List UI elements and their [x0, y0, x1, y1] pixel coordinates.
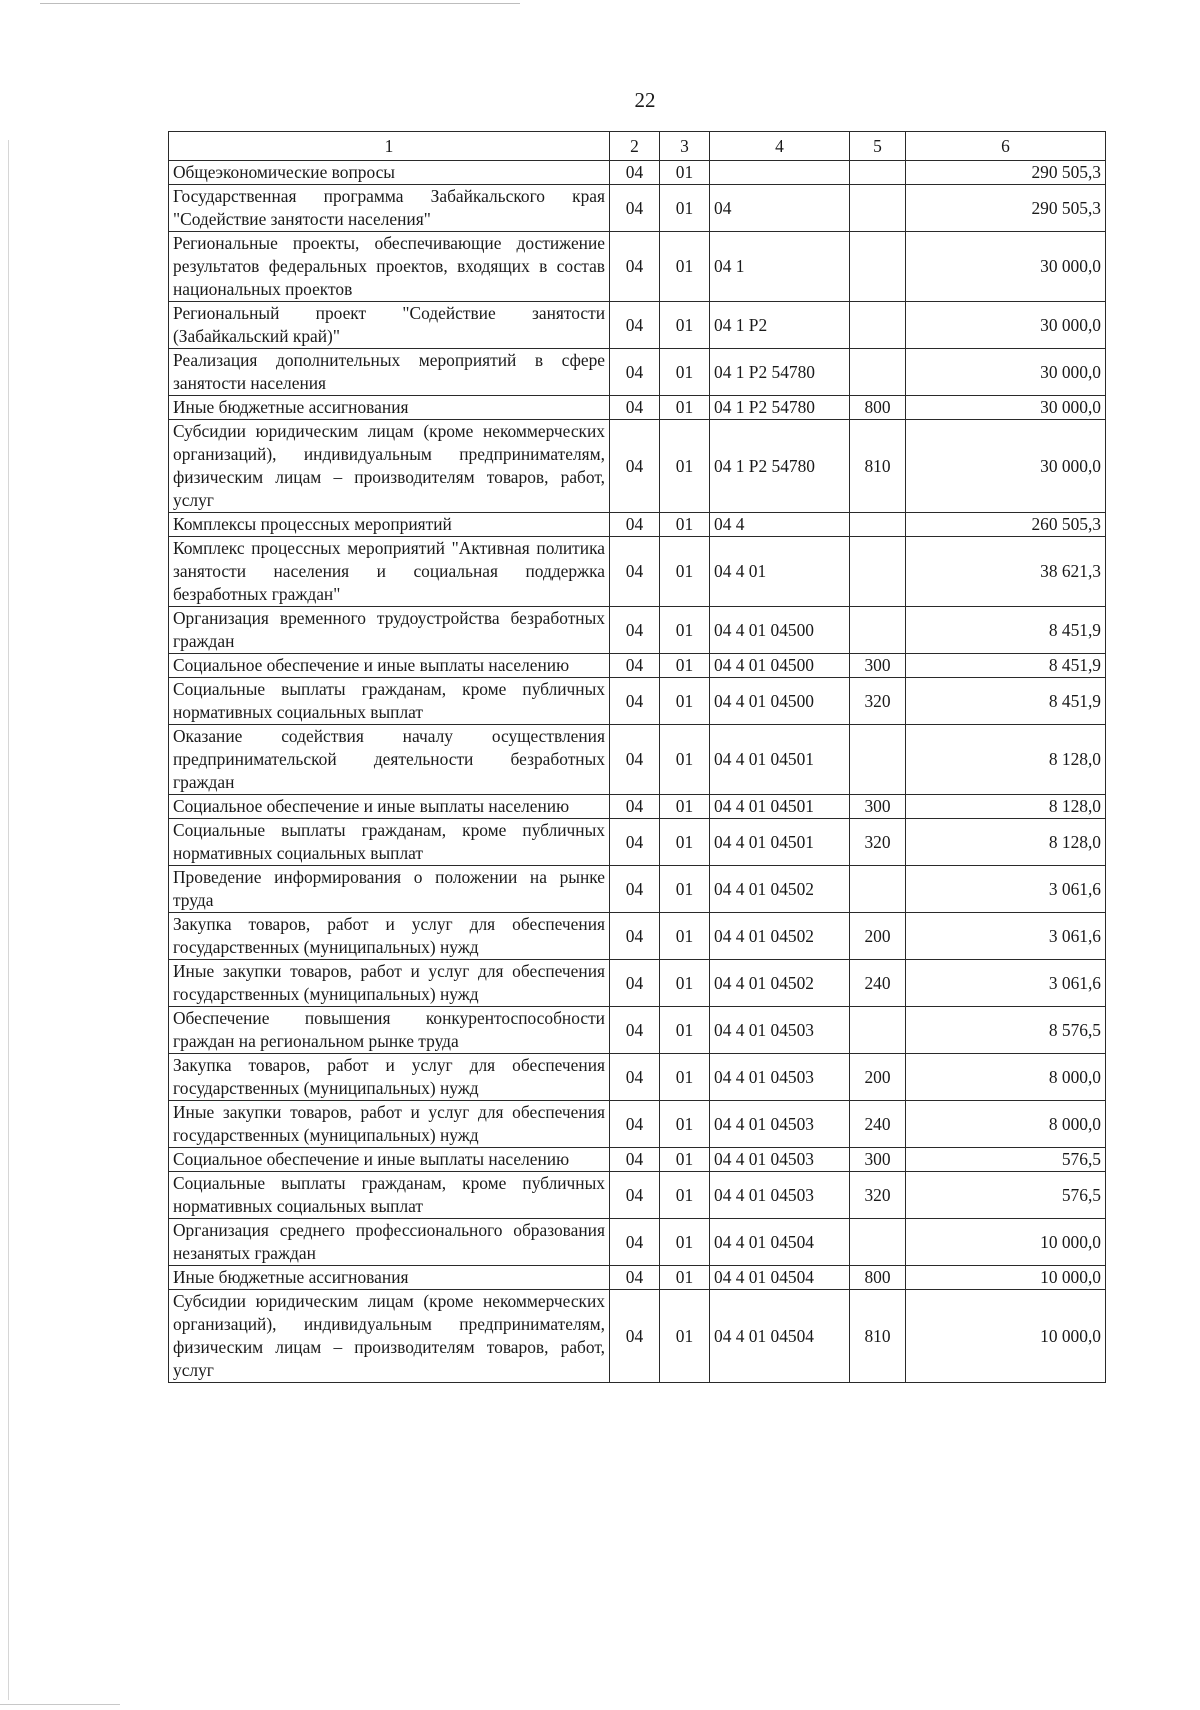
table-row: [169, 866, 1106, 913]
budget-table: [168, 131, 1106, 1383]
scan-artifact-bottom: [0, 1704, 120, 1705]
row-subsection: 01: [660, 1101, 710, 1148]
row-amount: 8 128,0: [906, 725, 1106, 795]
row-name: Закупка товаров, работ и услуг для обеспечения государственных (муниципальных) нужд: [169, 913, 610, 960]
row-expense-type: 320: [850, 678, 906, 725]
row-expense-type: 200: [850, 1054, 906, 1101]
row-subsection: 01: [660, 1290, 710, 1383]
row-subsection: 01: [660, 349, 710, 396]
row-target-code: 04 4 01 04501: [710, 819, 850, 866]
table-row: [169, 1172, 1106, 1219]
row-amount: 30 000,0: [906, 420, 1106, 513]
row-subsection: 01: [660, 396, 710, 420]
table-row: [169, 678, 1106, 725]
row-name: Реализация дополнительных мероприятий в сфере занятости населения: [169, 349, 610, 396]
row-expense-type: 300: [850, 654, 906, 678]
row-section: 04: [610, 1148, 660, 1172]
row-subsection: 01: [660, 725, 710, 795]
row-name: Иные закупки товаров, работ и услуг для обеспечения государственных (муниципальных) нужд: [169, 960, 610, 1007]
row-name: Проведение информирования о положении на рынке труда: [169, 866, 610, 913]
table-row: [169, 1219, 1106, 1266]
row-section: 04: [610, 302, 660, 349]
row-expense-type: 240: [850, 960, 906, 1007]
row-target-code: 04 4 01 04504: [710, 1266, 850, 1290]
row-name: Социальное обеспечение и иные выплаты населению: [169, 1148, 610, 1172]
row-amount: 8 128,0: [906, 795, 1106, 819]
row-subsection: 01: [660, 866, 710, 913]
header-col-1: 1: [169, 132, 610, 161]
row-section: 04: [610, 1290, 660, 1383]
row-target-code: 04 4: [710, 513, 850, 537]
row-expense-type: 300: [850, 1148, 906, 1172]
table-row: [169, 349, 1106, 396]
row-expense-type: [850, 725, 906, 795]
row-amount: 30 000,0: [906, 302, 1106, 349]
row-section: 04: [610, 513, 660, 537]
row-target-code: 04 1 P2 54780: [710, 420, 850, 513]
row-target-code: 04 4 01 04500: [710, 678, 850, 725]
row-amount: 3 061,6: [906, 960, 1106, 1007]
row-subsection: 01: [660, 913, 710, 960]
row-amount: 3 061,6: [906, 913, 1106, 960]
table-row: [169, 420, 1106, 513]
scan-artifact-left: [8, 140, 9, 1700]
row-amount: 8 451,9: [906, 607, 1106, 654]
table-row: [169, 607, 1106, 654]
table-row: [169, 232, 1106, 302]
row-name: Региональный проект "Содействие занятости (Забайкальский край)": [169, 302, 610, 349]
row-target-code: 04 4 01 04503: [710, 1101, 850, 1148]
row-amount: 38 621,3: [906, 537, 1106, 607]
row-name: Социальное обеспечение и иные выплаты населению: [169, 795, 610, 819]
row-expense-type: 240: [850, 1101, 906, 1148]
row-subsection: 01: [660, 819, 710, 866]
row-name: Комплекс процессных мероприятий "Активная политика занятости населения и социальная поддержка безработных граждан": [169, 537, 610, 607]
table-row: [169, 396, 1106, 420]
row-amount: 8 000,0: [906, 1101, 1106, 1148]
row-subsection: 01: [660, 795, 710, 819]
table-row: [169, 1290, 1106, 1383]
table-row: [169, 1007, 1106, 1054]
row-amount: 260 505,3: [906, 513, 1106, 537]
page-number: 22: [634, 88, 656, 112]
row-subsection: 01: [660, 960, 710, 1007]
row-subsection: 01: [660, 1172, 710, 1219]
row-target-code: 04 4 01 04502: [710, 960, 850, 1007]
table-row: [169, 960, 1106, 1007]
row-name: Государственная программа Забайкальского края "Содействие занятости населения": [169, 185, 610, 232]
row-name: Социальные выплаты гражданам, кроме публичных нормативных социальных выплат: [169, 678, 610, 725]
row-target-code: 04 1 P2 54780: [710, 396, 850, 420]
row-section: 04: [610, 1172, 660, 1219]
row-amount: 8 000,0: [906, 1054, 1106, 1101]
table-row: [169, 302, 1106, 349]
row-section: 04: [610, 654, 660, 678]
row-subsection: 01: [660, 232, 710, 302]
row-target-code: 04 4 01 04504: [710, 1219, 850, 1266]
row-section: 04: [610, 349, 660, 396]
row-amount: 576,5: [906, 1172, 1106, 1219]
table-row: [169, 185, 1106, 232]
row-amount: 8 451,9: [906, 678, 1106, 725]
row-amount: 30 000,0: [906, 396, 1106, 420]
row-section: 04: [610, 161, 660, 185]
row-name: Организация среднего профессионального образования незанятых граждан: [169, 1219, 610, 1266]
row-amount: 290 505,3: [906, 161, 1106, 185]
row-subsection: 01: [660, 1266, 710, 1290]
row-name: Субсидии юридическим лицам (кроме некоммерческих организаций), индивидуальным предпринимателям, физическим лицам – производителям товаров, работ, услуг: [169, 420, 610, 513]
row-amount: 8 576,5: [906, 1007, 1106, 1054]
row-expense-type: [850, 185, 906, 232]
row-subsection: 01: [660, 678, 710, 725]
row-section: 04: [610, 1266, 660, 1290]
table-row: [169, 1266, 1106, 1290]
row-name: Комплексы процессных мероприятий: [169, 513, 610, 537]
row-expense-type: [850, 513, 906, 537]
row-expense-type: 320: [850, 819, 906, 866]
row-target-code: 04 4 01 04502: [710, 913, 850, 960]
row-expense-type: [850, 302, 906, 349]
row-subsection: 01: [660, 654, 710, 678]
row-subsection: 01: [660, 1148, 710, 1172]
row-amount: 576,5: [906, 1148, 1106, 1172]
row-subsection: 01: [660, 1054, 710, 1101]
row-subsection: 01: [660, 420, 710, 513]
row-target-code: 04 4 01 04503: [710, 1172, 850, 1219]
table-row: [169, 819, 1106, 866]
row-expense-type: 200: [850, 913, 906, 960]
row-name: Социальные выплаты гражданам, кроме публичных нормативных социальных выплат: [169, 819, 610, 866]
row-amount: 8 451,9: [906, 654, 1106, 678]
row-expense-type: [850, 1007, 906, 1054]
row-name: Общеэкономические вопросы: [169, 161, 610, 185]
scan-artifact-top: [40, 3, 520, 4]
row-amount: 30 000,0: [906, 349, 1106, 396]
row-section: 04: [610, 1007, 660, 1054]
row-amount: 8 128,0: [906, 819, 1106, 866]
row-target-code: 04: [710, 185, 850, 232]
row-target-code: 04 4 01 04503: [710, 1054, 850, 1101]
row-target-code: [710, 161, 850, 185]
row-target-code: 04 4 01 04501: [710, 795, 850, 819]
row-subsection: 01: [660, 513, 710, 537]
row-name: Иные бюджетные ассигнования: [169, 396, 610, 420]
row-amount: 30 000,0: [906, 232, 1106, 302]
table-row: [169, 654, 1106, 678]
row-expense-type: [850, 607, 906, 654]
row-name: Закупка товаров, работ и услуг для обеспечения государственных (муниципальных) нужд: [169, 1054, 610, 1101]
row-amount: 10 000,0: [906, 1290, 1106, 1383]
row-section: 04: [610, 1101, 660, 1148]
header-row: [169, 132, 1106, 161]
row-expense-type: 300: [850, 795, 906, 819]
row-section: 04: [610, 396, 660, 420]
row-target-code: 04 4 01 04504: [710, 1290, 850, 1383]
table-row: [169, 795, 1106, 819]
row-section: 04: [610, 1054, 660, 1101]
row-section: 04: [610, 420, 660, 513]
row-section: 04: [610, 819, 660, 866]
row-section: 04: [610, 232, 660, 302]
row-section: 04: [610, 725, 660, 795]
row-name: Социальные выплаты гражданам, кроме публичных нормативных социальных выплат: [169, 1172, 610, 1219]
row-subsection: 01: [660, 537, 710, 607]
row-name: Обеспечение повышения конкурентоспособности граждан на региональном рынке труда: [169, 1007, 610, 1054]
row-name: Организация временного трудоустройства безработных граждан: [169, 607, 610, 654]
row-target-code: 04 4 01 04503: [710, 1148, 850, 1172]
row-expense-type: [850, 866, 906, 913]
table-body: [169, 161, 1106, 1383]
table-row: [169, 1101, 1106, 1148]
row-section: 04: [610, 1219, 660, 1266]
row-expense-type: [850, 1219, 906, 1266]
row-amount: 10 000,0: [906, 1266, 1106, 1290]
row-name: Иные закупки товаров, работ и услуг для обеспечения государственных (муниципальных) нужд: [169, 1101, 610, 1148]
row-target-code: 04 4 01 04501: [710, 725, 850, 795]
row-subsection: 01: [660, 1007, 710, 1054]
row-amount: 10 000,0: [906, 1219, 1106, 1266]
row-target-code: 04 1 P2: [710, 302, 850, 349]
row-name: Оказание содействия началу осуществления предпринимательской деятельности безработных граждан: [169, 725, 610, 795]
table-row: [169, 1148, 1106, 1172]
row-target-code: 04 4 01: [710, 537, 850, 607]
row-section: 04: [610, 913, 660, 960]
row-amount: 3 061,6: [906, 866, 1106, 913]
row-section: 04: [610, 678, 660, 725]
row-target-code: 04 1: [710, 232, 850, 302]
row-section: 04: [610, 185, 660, 232]
row-target-code: 04 1 P2 54780: [710, 349, 850, 396]
table-row: [169, 537, 1106, 607]
row-target-code: 04 4 01 04500: [710, 654, 850, 678]
row-name: Региональные проекты, обеспечивающие достижение результатов федеральных проектов, входящих в состав национальных проектов: [169, 232, 610, 302]
row-subsection: 01: [660, 607, 710, 654]
row-expense-type: 810: [850, 1290, 906, 1383]
row-expense-type: [850, 232, 906, 302]
table-row: [169, 513, 1106, 537]
table-row: [169, 913, 1106, 960]
row-expense-type: 810: [850, 420, 906, 513]
row-section: 04: [610, 607, 660, 654]
header-col-4: 4: [710, 132, 850, 161]
table-row: [169, 161, 1106, 185]
row-name: Субсидии юридическим лицам (кроме некоммерческих организаций), индивидуальным предпринимателям, физическим лицам – производителям товаров, работ, услуг: [169, 1290, 610, 1383]
row-subsection: 01: [660, 1219, 710, 1266]
table-row: [169, 1054, 1106, 1101]
row-expense-type: [850, 537, 906, 607]
row-expense-type: 800: [850, 1266, 906, 1290]
row-section: 04: [610, 537, 660, 607]
row-expense-type: [850, 349, 906, 396]
row-section: 04: [610, 866, 660, 913]
row-expense-type: [850, 161, 906, 185]
row-target-code: 04 4 01 04500: [710, 607, 850, 654]
row-subsection: 01: [660, 302, 710, 349]
table-row: [169, 725, 1106, 795]
row-amount: 290 505,3: [906, 185, 1106, 232]
row-subsection: 01: [660, 161, 710, 185]
row-name: Социальное обеспечение и иные выплаты населению: [169, 654, 610, 678]
header-col-2: 2: [610, 132, 660, 161]
header-col-5: 5: [850, 132, 906, 161]
row-target-code: 04 4 01 04502: [710, 866, 850, 913]
header-col-6: 6: [906, 132, 1106, 161]
row-name: Иные бюджетные ассигнования: [169, 1266, 610, 1290]
row-section: 04: [610, 960, 660, 1007]
row-target-code: 04 4 01 04503: [710, 1007, 850, 1054]
header-col-3: 3: [660, 132, 710, 161]
row-section: 04: [610, 795, 660, 819]
row-expense-type: 800: [850, 396, 906, 420]
row-subsection: 01: [660, 185, 710, 232]
row-expense-type: 320: [850, 1172, 906, 1219]
